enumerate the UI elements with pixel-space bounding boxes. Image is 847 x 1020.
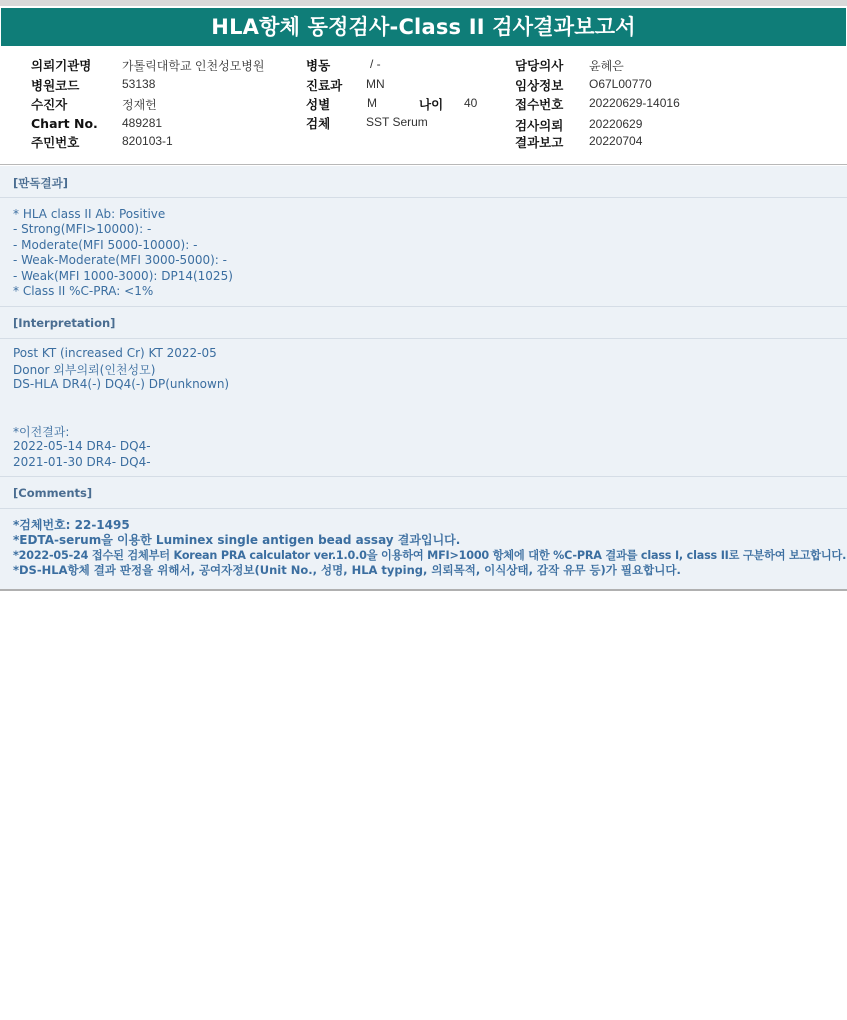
previous-results-line: *이전결과: [13, 425, 70, 439]
report-body [0, 166, 847, 589]
report-title: HLA항체 동정검사-Class II 검사결과보고서 [1, 8, 846, 46]
interpretation-line: Donor 외부의뢰(인천성모) [13, 363, 156, 377]
value-clinical-info: O67L00770 [589, 77, 652, 91]
label-requesting-institution: 의뢰기관명 [31, 58, 92, 73]
comment-line: *2022-05-24 접수된 검체부터 Korean PRA calculator ver.1.0.0을 이용하여 MFI>1000 항체에 대한 %C-PRA 결과를 class I, class II로 구분하여 보고합니다. [13, 549, 847, 562]
top-rule [0, 0, 847, 6]
label-age: 나이 [419, 97, 444, 112]
patient-info [0, 50, 847, 164]
label-accession-number: 접수번호 [515, 97, 564, 112]
value-accession-number: 20220629-14016 [589, 96, 680, 110]
value-test-request-date: 20220629 [589, 117, 643, 131]
label-hospital-code: 병원코드 [31, 78, 80, 93]
interpretation-line: DS-HLA DR4(-) DQ4(-) DP(unknown) [13, 377, 230, 391]
bottom-rule [0, 589, 847, 591]
section-header-result-label: [판독결과] [13, 176, 68, 190]
label-patient-name: 수진자 [31, 97, 68, 112]
section-header-comments [0, 477, 847, 509]
section-header-interpretation [0, 307, 847, 339]
label-result-report-date: 결과보고 [515, 135, 564, 150]
comment-line: *DS-HLA항체 결과 판정을 위해서, 공여자정보(Unit No., 성명, HLA typing, 의뢰목적, 이식상태, 감작 유무 등)가 필요합니다. [13, 563, 681, 577]
value-physician: 윤혜은 [589, 59, 624, 73]
label-specimen: 검체 [306, 116, 331, 131]
interpretation-line: Post KT (increased Cr) KT 2022-05 [13, 346, 217, 360]
value-requesting-institution: 가톨릭대학교 인천성모병원 [122, 59, 265, 73]
comment-line: *검체번호: 22-1495 [13, 518, 130, 532]
label-clinical-info: 임상정보 [515, 78, 564, 93]
label-resident-number: 주민번호 [31, 135, 80, 150]
previous-results-line: 2022-05-14 DR4- DQ4- [13, 439, 151, 453]
value-ward: / - [370, 57, 381, 71]
result-line: - Weak(MFI 1000-3000): DP14(1025) [13, 269, 233, 283]
value-department: MN [366, 77, 385, 91]
result-line: - Strong(MFI>10000): - [13, 222, 152, 236]
label-ward: 병동 [306, 58, 331, 73]
section-header-comments-label: [Comments] [13, 486, 93, 500]
result-line: - Moderate(MFI 5000-10000): - [13, 238, 198, 252]
label-sex: 성별 [306, 97, 331, 112]
label-chart-no: Chart No. [31, 116, 98, 131]
section-header-interpretation-label: [Interpretation] [13, 316, 116, 330]
previous-results-line: 2021-01-30 DR4- DQ4- [13, 455, 151, 469]
section-header-result [0, 166, 847, 198]
value-hospital-code: 53138 [122, 77, 156, 91]
result-line: - Weak-Moderate(MFI 3000-5000): - [13, 253, 227, 267]
result-line: * HLA class II Ab: Positive [13, 207, 166, 221]
label-department: 진료과 [306, 78, 343, 93]
result-line: * Class II %C-PRA: <1% [13, 284, 154, 298]
value-chart-no: 489281 [122, 116, 163, 130]
label-physician: 담당의사 [515, 58, 564, 73]
value-age: 40 [464, 96, 478, 110]
label-test-request-date: 검사의뢰 [515, 118, 564, 133]
value-result-report-date: 20220704 [589, 134, 643, 148]
value-sex: M [367, 96, 377, 110]
comment-line: *EDTA-serum을 이용한 Luminex single antigen bead assay 결과입니다. [13, 533, 461, 547]
value-resident-number: 820103-1 [122, 134, 173, 148]
info-separator [0, 164, 847, 165]
value-specimen: SST Serum [366, 115, 428, 129]
value-patient-name: 정재헌 [122, 98, 157, 112]
